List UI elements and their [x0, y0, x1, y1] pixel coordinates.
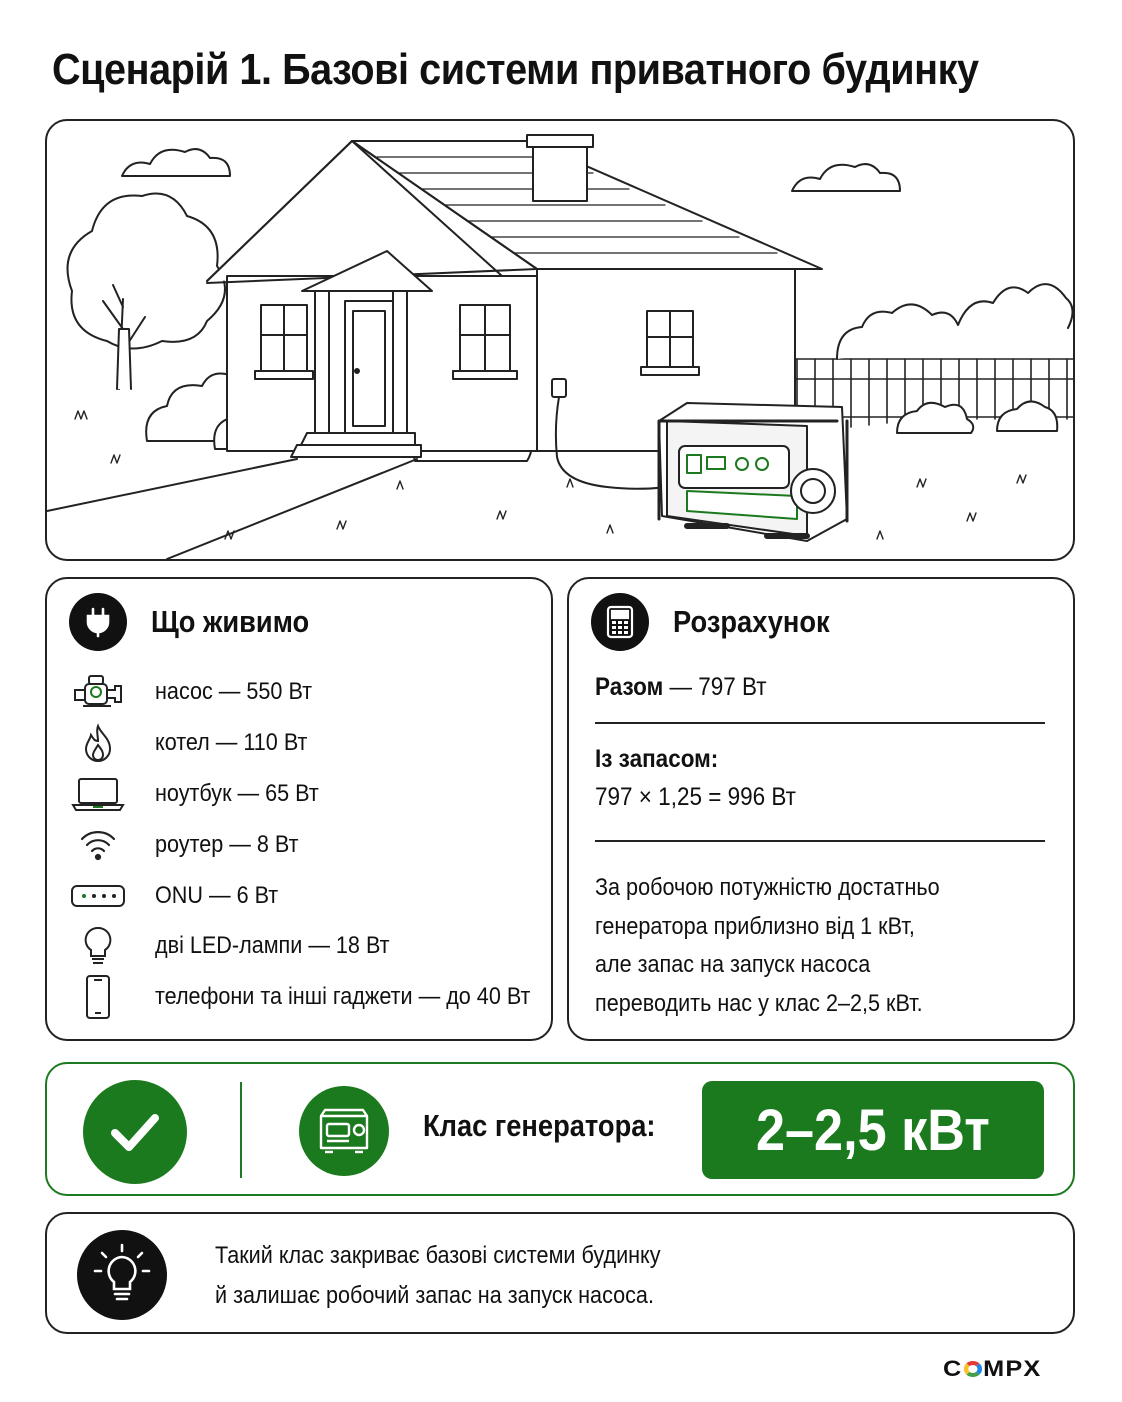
generator-class-label: Клас генератора: — [423, 1108, 656, 1143]
load-text: роутер — 8 Вт — [155, 830, 299, 858]
onu-device-icon — [69, 874, 127, 918]
wifi-icon — [69, 823, 127, 867]
total-line — [595, 673, 1000, 702]
calculation-title: Розрахунок — [673, 604, 830, 639]
loads-list — [69, 667, 572, 1023]
tip-card — [45, 1212, 1075, 1334]
calculation-note — [595, 869, 1063, 1023]
pump-icon — [69, 670, 127, 714]
list-item — [69, 921, 572, 972]
note-line: переводить нас у клас 2–2,5 кВт. — [595, 989, 923, 1017]
brand-logo: C MPX — [943, 1356, 1042, 1381]
laptop-icon — [69, 772, 127, 816]
tip-text — [215, 1236, 661, 1316]
lightbulb-idea-icon — [77, 1230, 167, 1320]
divider — [595, 840, 1045, 842]
load-text: котел — 110 Вт — [155, 729, 308, 757]
reserve-label: Із запасом: — [595, 745, 719, 773]
load-text: телефони та інші гаджети — до 40 Вт — [155, 983, 531, 1011]
calculator-icon — [591, 593, 649, 651]
load-text: ноутбук — 65 Вт — [155, 779, 319, 807]
loads-card — [45, 577, 553, 1041]
list-item — [69, 972, 572, 1023]
house-illustration-panel — [45, 119, 1075, 561]
total-value: — 797 Вт — [669, 673, 767, 701]
calculation-card — [567, 577, 1075, 1041]
reserve-formula: 797 × 1,25 = 996 Вт — [595, 783, 796, 811]
load-text: дві LED-лампи — 18 Вт — [155, 932, 390, 960]
divider — [595, 722, 1045, 724]
generator-class-banner — [45, 1062, 1075, 1196]
generator-class-badge — [702, 1081, 1044, 1179]
total-label: Разом — [595, 673, 664, 701]
list-item — [69, 718, 572, 769]
flame-icon — [69, 721, 127, 765]
plug-icon — [69, 593, 127, 651]
tip-line: Такий клас закриває базові системи будинку — [215, 1242, 661, 1269]
list-item — [69, 769, 572, 820]
generator-icon — [299, 1086, 389, 1176]
list-item — [69, 870, 572, 921]
checkmark-icon — [83, 1080, 187, 1184]
generator-class-value: 2–2,5 кВт — [756, 1097, 990, 1163]
note-line: За робочою потужністю достатньо — [595, 874, 940, 901]
loads-title: Що живимо — [151, 604, 310, 639]
page-title: Сценарій 1. Базові системи приватного будинку — [52, 45, 979, 94]
list-item — [69, 819, 572, 870]
load-text: насос — 550 Вт — [155, 678, 313, 706]
note-line: але запас на запуск насоса — [595, 951, 871, 978]
smartphone-icon — [69, 975, 127, 1019]
house-with-generator-illustration — [47, 121, 1073, 559]
list-item — [69, 667, 572, 718]
lightbulb-icon — [69, 924, 127, 968]
divider — [240, 1082, 242, 1178]
note-line: генератора приблизно від 1 кВт, — [595, 912, 915, 940]
load-text: ONU — 6 Вт — [155, 881, 279, 909]
logo-ring-icon — [964, 1361, 982, 1377]
tip-line: й залишає робочий запас на запуск насоса. — [215, 1282, 654, 1309]
